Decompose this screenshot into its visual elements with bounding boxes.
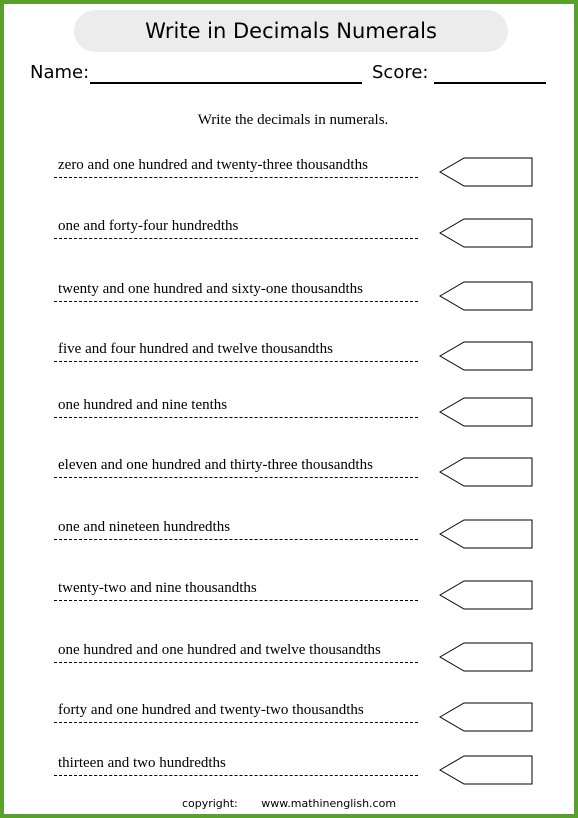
question-text: one and nineteen hundredths: [58, 519, 231, 535]
copyright-label: copyright:: [181, 797, 238, 810]
question-text: one hundred and nine tenths: [58, 397, 228, 413]
question-item: [54, 642, 534, 682]
question-item: [54, 218, 534, 258]
question-item: [54, 580, 534, 620]
answer-box[interactable]: [438, 519, 534, 549]
question-dotted-line: [54, 361, 418, 362]
score-blank[interactable]: [434, 82, 546, 84]
name-label: Name:: [30, 62, 90, 83]
question-dotted-line: [54, 775, 418, 776]
answer-box[interactable]: [438, 702, 534, 732]
question-dotted-line: [54, 477, 418, 478]
answer-box[interactable]: [438, 457, 534, 487]
question-dotted-line: [54, 539, 418, 540]
question-text: twenty-two and nine thousandths: [58, 580, 257, 596]
footer: [0, 797, 578, 810]
name-score-row: [30, 62, 550, 90]
question-dotted-line: [54, 662, 418, 663]
question-item: [54, 702, 534, 742]
question-item: [54, 157, 534, 197]
worksheet-title: [74, 10, 508, 52]
question-text: one hundred and one hundred and twelve thousandths: [58, 642, 381, 658]
question-item: [54, 281, 534, 321]
answer-box[interactable]: [438, 397, 534, 427]
question-text: twenty and one hundred and sixty-one thousandths: [58, 281, 363, 297]
answer-box[interactable]: [438, 755, 534, 785]
question-dotted-line: [54, 301, 418, 302]
question-dotted-line: [54, 722, 418, 723]
website-link[interactable]: www.mathinenglish.com: [261, 797, 397, 810]
answer-box[interactable]: [438, 218, 534, 248]
question-text: one and forty-four hundredths: [58, 218, 239, 234]
question-text: eleven and one hundred and thirty-three thousandths: [58, 457, 373, 473]
worksheet-title-text: Write in Decimals Numerals: [145, 19, 437, 43]
question-dotted-line: [54, 600, 418, 601]
answer-box[interactable]: [438, 642, 534, 672]
instruction-text: Write the decimals in numerals.: [197, 112, 389, 128]
question-item: [54, 341, 534, 381]
question-text: thirteen and two hundredths: [58, 755, 226, 771]
score-label: Score:: [372, 62, 429, 83]
answer-box[interactable]: [438, 281, 534, 311]
answer-box[interactable]: [438, 157, 534, 187]
name-blank[interactable]: [90, 82, 362, 84]
question-item: [54, 755, 534, 795]
question-dotted-line: [54, 238, 418, 239]
question-item: [54, 457, 534, 497]
answer-box[interactable]: [438, 341, 534, 371]
question-dotted-line: [54, 417, 418, 418]
question-text: forty and one hundred and twenty-two thousandths: [58, 702, 364, 718]
question-text: five and four hundred and twelve thousandths: [58, 341, 333, 357]
question-dotted-line: [54, 177, 418, 178]
question-item: [54, 397, 534, 437]
answer-box[interactable]: [438, 580, 534, 610]
question-text: zero and one hundred and twenty-three thousandths: [58, 157, 368, 173]
question-item: [54, 519, 534, 559]
